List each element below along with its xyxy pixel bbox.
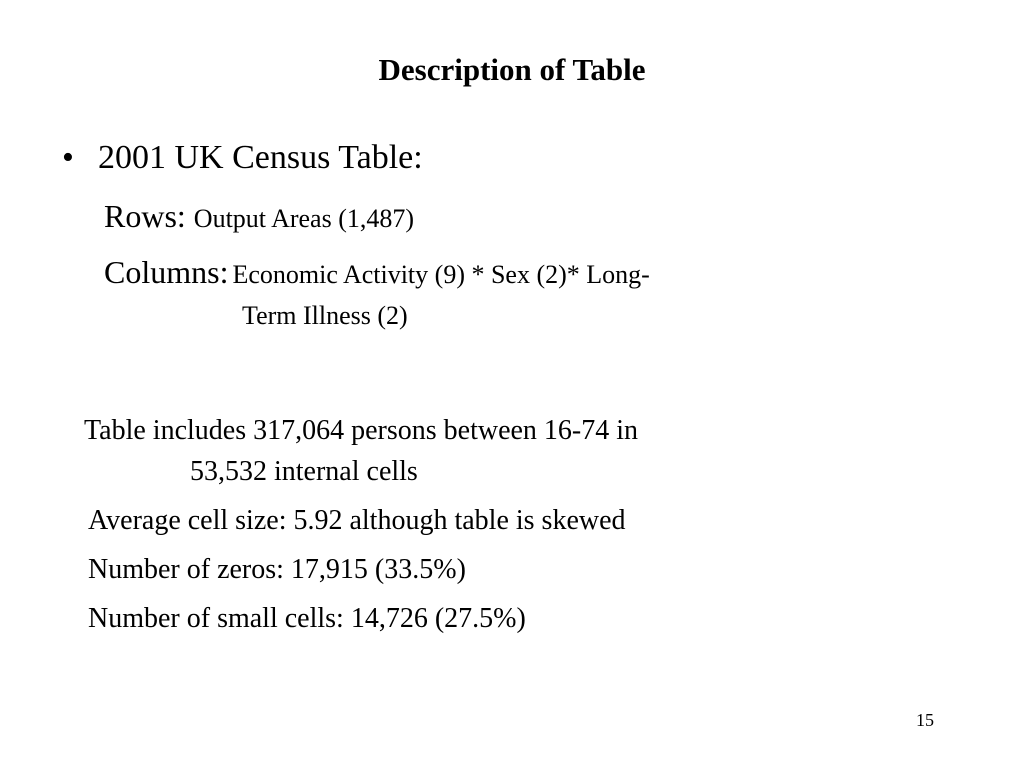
stat-number-of-zeros: Number of zeros: 17,915 (33.5%): [88, 554, 466, 585]
columns-value: Economic Activity (9) * Sex (2)* Long-: [232, 260, 650, 289]
rows-value: Output Areas (1,487): [193, 204, 415, 233]
stat-small-cells: Number of small cells: 14,726 (27.5%): [88, 603, 526, 634]
slide-title: Description of Table: [378, 52, 646, 87]
stat-persons-continued: 53,532 internal cells: [190, 456, 418, 487]
bullet-census-table: [62, 137, 423, 179]
rows-line: [104, 196, 414, 243]
rows-label: Rows:: [104, 198, 186, 234]
stat-persons: Table includes 317,064 persons between 16-74 in: [84, 415, 639, 446]
page-number: 15: [916, 710, 934, 730]
bullet-marker: •: [62, 139, 74, 176]
bullet-text: 2001 UK Census Table:: [98, 139, 423, 176]
stat-average-cell-size: Average cell size: 5.92 although table is skewed: [88, 505, 626, 536]
columns-value-continued: Term Illness (2): [242, 301, 408, 330]
columns-label: Columns:: [104, 254, 229, 290]
columns-line: [104, 252, 650, 299]
